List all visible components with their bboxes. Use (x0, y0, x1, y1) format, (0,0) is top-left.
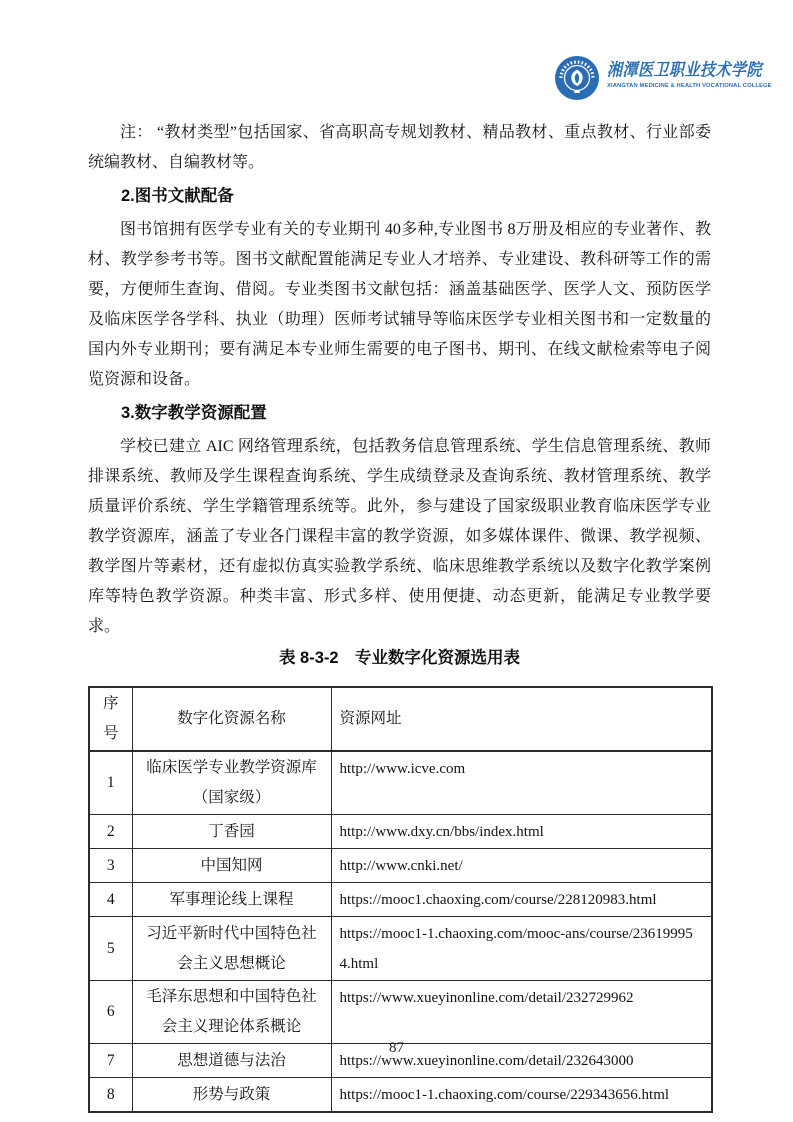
college-logo (554, 55, 772, 101)
column-header-1: 数字化资源名称 (132, 687, 331, 751)
table-row (89, 849, 712, 883)
table-row (89, 1078, 712, 1113)
resource-name-cell: 军事理论线上课程 (132, 883, 331, 917)
row-index-cell: 6 (89, 981, 132, 1044)
table-header-row (89, 687, 712, 751)
resource-name-cell: 丁香园 (132, 815, 331, 849)
row-index-cell: 1 (89, 751, 132, 815)
table-row (89, 883, 712, 917)
resource-name-cell: 毛泽东思想和中国特色社会主义理论体系概论 (132, 981, 331, 1044)
note-paragraph: 注： “教材类型”包括国家、省高职高专规划教材、精品教材、重点教材、行业部委统编教材、自编教材等。 (88, 124, 711, 171)
resource-url-cell: https://www.xueyinonline.com/detail/232729962 (331, 981, 712, 1044)
table-row (89, 981, 712, 1044)
heading-digital-resources: 3.数字教学资源配置 (121, 404, 267, 422)
resource-url-cell: http://www.icve.com (331, 751, 712, 815)
row-index-cell: 4 (89, 883, 132, 917)
row-index-cell: 5 (89, 917, 132, 981)
resource-url-cell: http://www.dxy.cn/bbs/index.html (331, 815, 712, 849)
column-header-2: 资源网址 (331, 687, 712, 751)
resource-name-cell: 中国知网 (132, 849, 331, 883)
college-name (607, 59, 793, 93)
table-row (89, 917, 712, 981)
resource-url-cell: https://mooc1-1.chaoxing.com/course/229343656.html (331, 1078, 712, 1113)
college-seal-icon (554, 55, 600, 101)
resource-name-cell: 形势与政策 (132, 1078, 331, 1113)
resource-url-cell: https://mooc1.chaoxing.com/course/228120983.html (331, 883, 712, 917)
row-index-cell: 2 (89, 815, 132, 849)
page-number: 87 (389, 1040, 404, 1056)
row-index-cell: 3 (89, 849, 132, 883)
table-row (89, 751, 712, 815)
resource-url-cell: https://www.xueyinonline.com/detail/232643000 (331, 1044, 712, 1078)
table-caption: 表 8-3-2 专业数字化资源选用表 (278, 649, 521, 667)
college-name-zh: 湘潭医卫职业技术学院 (607, 59, 763, 81)
resource-name-cell: 临床医学专业教学资源库（国家级） (132, 751, 331, 815)
paragraph-book-literature: 图书馆拥有医学专业有关的专业期刊 40多种,专业图书 8万册及相应的专业著作、教材、教学参考书等。图书文献配置能满足专业人才培养、专业建设、教科研等工作的需要，方便师生查询、借阅。专业类图书文献包括：涵盖基础医学、医学人文、预防医学及临床医学各学科、执业（助理）医师考试辅导等临床医学专业相关图书和一定数量的国内外专业期刊；要有满足本专业师生需要的电子图书、期刊、在线文献检索等电子阅览资源和设备。 (88, 221, 711, 388)
college-name-en: XIANGTAN MEDICINE & HEALTH VOCATIONAL COLLEGE (607, 82, 772, 89)
resource-name-cell: 习近平新时代中国特色社会主义思想概论 (132, 917, 331, 981)
resource-name-cell: 思想道德与法治 (132, 1044, 331, 1078)
table-row (89, 815, 712, 849)
column-header-0: 序号 (89, 687, 132, 751)
row-index-cell: 7 (89, 1044, 132, 1078)
resource-url-cell: https://mooc1-1.chaoxing.com/mooc-ans/course/236199954.html (331, 917, 712, 981)
document-content (88, 118, 711, 1113)
row-index-cell: 8 (89, 1078, 132, 1113)
heading-book-literature: 2.图书文献配备 (121, 187, 234, 205)
resource-url-cell: http://www.cnki.net/ (331, 849, 712, 883)
paragraph-digital-resources: 学校已建立 AIC 网络管理系统，包括教务信息管理系统、学生信息管理系统、教师排课系统、教师及学生课程查询系统、学生成绩登录及查询系统、教材管理系统、教学质量评价系统、学生学籍管理系统等。此外，参与建设了国家级职业教育临床医学专业教学资源库，涵盖了专业各门课程丰富的教学资源，如多媒体课件、微课、教学视频、教学图片等素材，还有虚拟仿真实验教学系统、临床思维教学系统以及数字化教学案例库等特色教学资源。种类丰富、形式多样、使用便捷、动态更新，能满足专业教学要求。 (88, 438, 711, 635)
